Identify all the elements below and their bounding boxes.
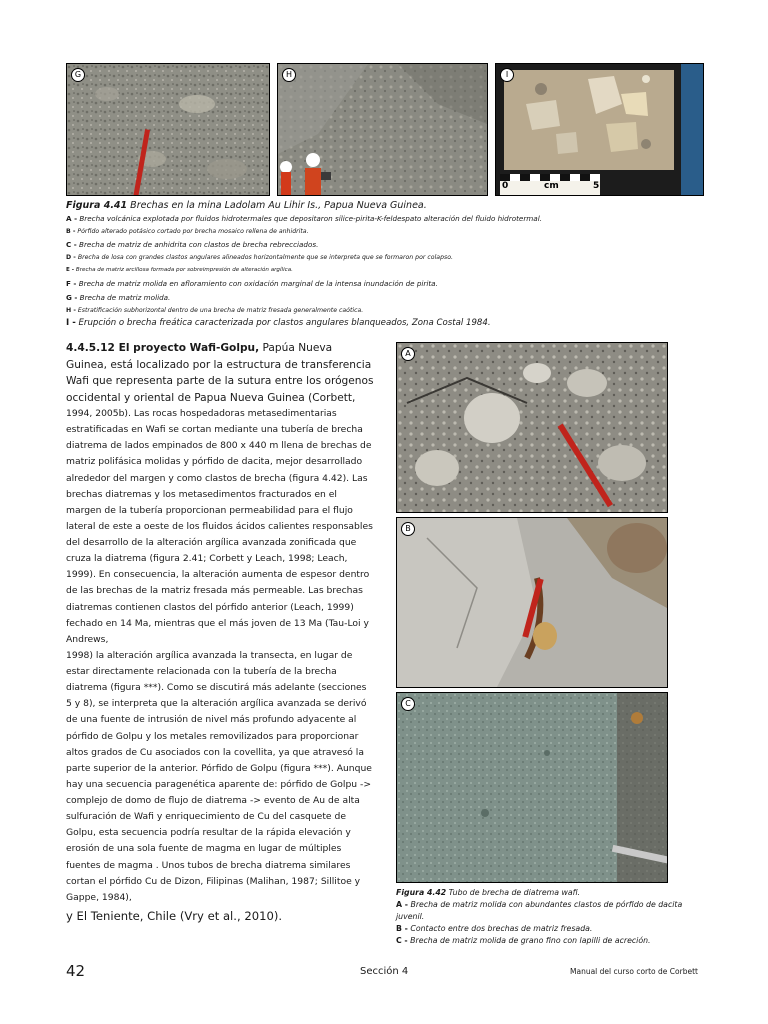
breccia-photo-h <box>278 64 487 195</box>
breccia-photo-g <box>67 64 269 195</box>
photo-i <box>495 63 704 196</box>
photo-a <box>396 342 668 513</box>
body-paragraph-tail: y El Teniente, Chile (Vry et al., 2010). <box>66 908 283 923</box>
page-footer <box>0 962 768 984</box>
figure-4-42-title: Figura 4.42 Tubo de brecha de diatrema wafi. <box>396 888 581 897</box>
caption-item-c: C - Brecha de matriz de anhidrita con clastos de brecha rebrecciados. <box>66 240 319 250</box>
body-paragraph-2: 1998) la alteración argílica avanzada la transecta, en lugar de estar directamente relacionada con la tubería de la brecha diatrema (figura ***). Como se discutirá más adelante (secciones 5 y 8), se interpreta que la alteración argílica avanzada se derivó de una fuente de intrusión de nivel más profundo adyacente al pórfido de Golpu y los metales removilizados para proporcionar altos grados de Cu asociados con la covellita, ya que atravesó la parte superior de la anterior. Pórfido de Golpu (figura ***). Aunque hay una secuencia paragenética aparente de: pórfido de Golpu -> complejo de domo de flujo de diatrema -> evento de Au de alta sulfuración de Wafi y enriquecimiento de Cu del casquete de Golpu, esta secuencia podría resultar de la rápida elevación y erosión de una sola fuente de magma en lugar de múltiples fuentes de magma . Unos tubos de brecha diatrema similares cortan el pórfido Cu de Dizon, Filipinas (Malihan, 1987; Sillitoe y Gappe, 1984), <box>66 649 372 903</box>
breccia-photo-a <box>397 343 667 512</box>
figure-4-42-caption <box>396 887 696 947</box>
section-label: Sección 4 <box>360 966 409 977</box>
section-heading: 4.4.5.12 El proyecto Wafi-Golpu, <box>66 342 260 354</box>
breccia-photo-c <box>397 693 667 882</box>
photo-b <box>396 517 668 688</box>
caption42-item-c: C - Brecha de matriz molida de grano fino con lapilli de acreción. <box>396 936 651 945</box>
panel-letter-a: A <box>401 347 415 361</box>
body-paragraph-1: 1994, 2005b). Las rocas hospedadoras metasedimentarias estratificadas en Wafi se cortan mediante una tubería de brecha diatrema de lados empinados de 800 x 440 m llena de brechas de matriz polifásica molidas y pórfido de dacita, mejor desarrollado alrededor del margen y como clastos de brecha (figura 4.42). Las brechas diatremas y los metasedimentos fracturados en el margen de la tubería proporcionan permeabilidad para el flujo lateral de este a oeste de los fluidos ácidos calientes responsables del desarrollo de la alteración argílica avanzada zonificada que cruza la diatrema (figura 2.41; Corbett y Leach, 1998; Leach, 1999). En consecuencia, la alteración aumenta de espesor dentro de las brechas de la matriz fresada más permeable. Las brechas diatremas contienen clastos del pórfido anterior (Leach, 1999) fechado en 14 Ma, mientras que el más joven de 13 Ma (Tau-Loi y Andrews, <box>66 408 373 645</box>
breccia-photo-i <box>496 64 703 195</box>
panel-letter-c: C <box>401 697 415 711</box>
caption-item-f: F - Brecha de matriz molida en afloramiento con oxidación marginal de la intensa inundación de pirita. <box>66 279 438 289</box>
caption-item-g: G - Brecha de matriz molida. <box>66 292 171 302</box>
caption42-item-a: A - Brecha de matriz molida con abundantes clastos de pórfido de dacita juvenil. <box>396 900 683 921</box>
scale-five: 5 <box>593 181 600 191</box>
caption-item-b: B - Pórfido alterado potásico cortado por brecha mosaico rellena de anhidrita. <box>66 228 309 236</box>
caption-item-a: A - Brecha volcánica explotada por fluidos hidrotermales que depositaron sílice-pirita-K-feldespato alteración del fluido hidrotermal. <box>66 214 542 223</box>
panel-letter-i: I <box>500 68 514 82</box>
caption-item-i: I - Erupción o brecha freática caracterizada por clastos angulares blanqueados, Zona Costal 1984. <box>66 317 491 328</box>
photo-c <box>396 692 668 883</box>
caption-item-d: D - Brecha de losa con grandes clastos angulares alineados horizontalmente que se interpreta que se formaron por colapso. <box>66 254 453 262</box>
panel-letter-g: G <box>71 68 85 82</box>
page-number: 42 <box>66 962 86 980</box>
caption42-item-b: B - Contacto entre dos brechas de matriz fresada. <box>396 924 593 933</box>
scale-zero: 0 <box>502 181 509 191</box>
caption-item-h: H - Estratificación subhorizontal dentro de una brecha de matriz fresada generalmente caótica. <box>66 306 364 314</box>
figure-4-41-caption <box>66 199 706 330</box>
photo-h <box>277 63 488 196</box>
manual-title: Manual del curso corto de Corbett <box>570 967 698 976</box>
body-text-column <box>66 340 374 924</box>
panel-letter-h: H <box>282 68 296 82</box>
figure-4-41-title: Figura 4.41 Brechas en la mina Ladolam Au Lihir Is., Papua Nueva Guinea. <box>66 200 427 211</box>
section-lead: 4.4.5.12 El proyecto Wafi-Golpu, Papúa Nueva Guinea, está localizado por la estructura de transferencia Wafi que representa parte de la sutura entre los orógenos occidental y oriental de Papua Nueva Guinea (Corbett, <box>66 342 374 404</box>
panel-letter-b: B <box>401 522 415 536</box>
breccia-photo-b <box>397 518 667 687</box>
scale-unit: cm <box>544 181 559 191</box>
caption-item-e: E - Brecha de matriz arcillosa formada por sobreimpresión de alteración argílica. <box>66 267 293 274</box>
photo-g <box>66 63 270 196</box>
